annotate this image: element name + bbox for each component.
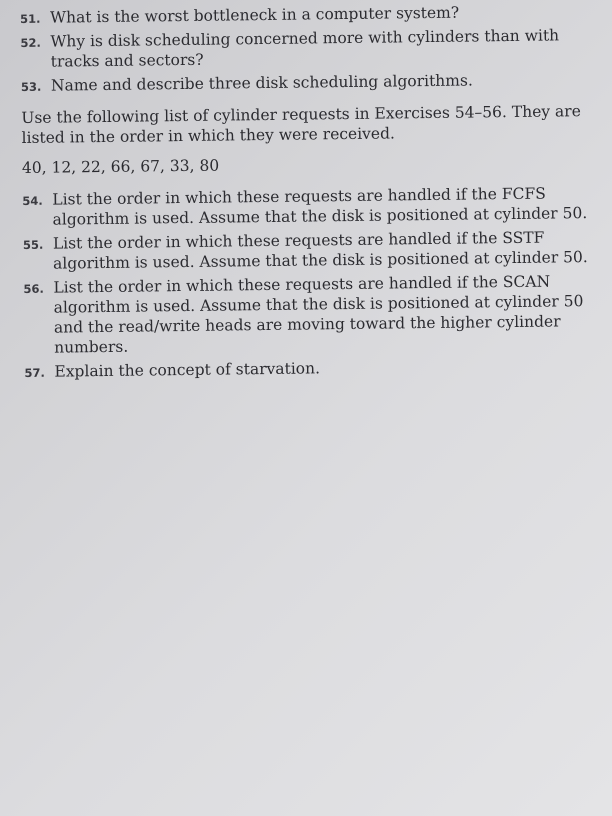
question-57: [24, 355, 604, 382]
exercise-text-block: [20, 1, 605, 386]
question-53: [21, 69, 601, 96]
question-text: List the order in which these requests are handled if the SSTF algorithm is used. Assume that the disk is positioned at cylinder 50.: [52, 228, 588, 273]
question-number: 51.: [20, 11, 41, 26]
question-number: 52.: [20, 35, 41, 50]
question-text: What is the worst bottleneck in a computer system?: [50, 3, 460, 27]
question-54: [22, 183, 602, 230]
question-number: 55.: [22, 237, 44, 252]
question-number: 53.: [20, 79, 42, 94]
question-number: 56.: [23, 281, 44, 296]
question-52: [20, 25, 600, 72]
exercise-intro: Use the following list of cylinder requests in Exercises 54–56. They are listed in the order in which they were received.: [21, 102, 581, 147]
question-51: [20, 1, 600, 28]
question-text: List the order in which these requests are handled if the SCAN algorithm is used. Assume that the disk is positioned at cylinder 50 and the read/write heads are moving toward the higher cylinder numbers.: [53, 272, 584, 357]
question-55: [23, 227, 603, 274]
question-text: Explain the concept of starvation.: [54, 359, 321, 381]
question-56: [23, 271, 604, 358]
cylinder-request-list: 40, 12, 22, 66, 67, 33, 80: [21, 156, 220, 177]
question-text: Name and describe three disk scheduling algorithms.: [50, 71, 473, 95]
question-number: 54.: [22, 193, 43, 208]
question-number: 57.: [24, 365, 45, 380]
question-text: Why is disk scheduling concerned more with cylinders than with tracks and sectors?: [50, 26, 560, 71]
question-text: List the order in which these requests are handled if the FCFS algorithm is used. Assume that the disk is positioned at cylinder 50.: [52, 184, 588, 229]
